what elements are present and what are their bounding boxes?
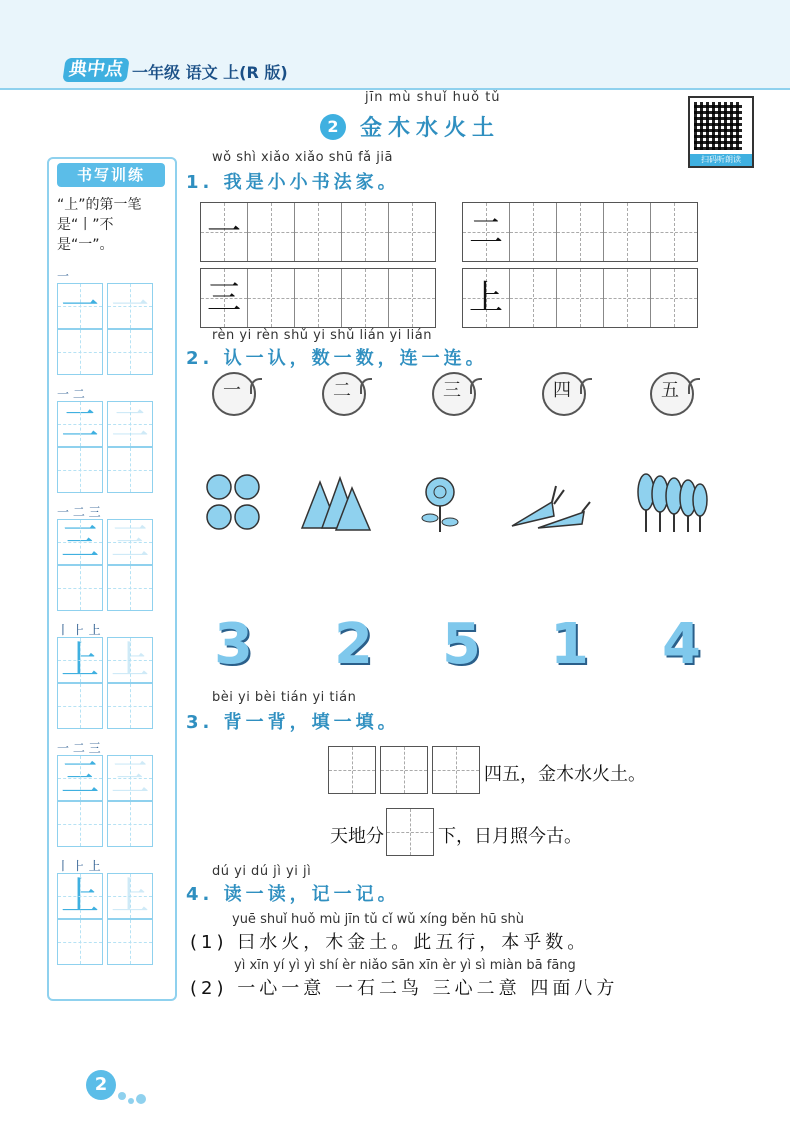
practice-block xyxy=(57,859,167,965)
copy-row xyxy=(462,202,698,262)
snail-card[interactable] xyxy=(542,372,590,412)
q2-title: 2. 认一认，数一数，连一连。 xyxy=(186,348,488,369)
stroke-order: 一 xyxy=(57,269,70,283)
decor-bubble xyxy=(128,1098,134,1104)
model-char: 三 xyxy=(57,519,103,565)
snail-label: 一 xyxy=(223,380,241,401)
copy-row xyxy=(200,268,436,328)
sidebar-title: 书写训练 xyxy=(57,163,165,187)
writing-cell[interactable] xyxy=(57,329,103,375)
trees-icon[interactable] xyxy=(636,470,708,534)
digit-character[interactable]: 1 xyxy=(550,612,589,677)
q4-item2-pinyin: yì xīn yí yì yì shí èr niǎo sān xīn èr yì sì miàn bā fāng xyxy=(234,958,576,973)
writing-cell[interactable] xyxy=(248,203,295,261)
writing-practice-sidebar xyxy=(47,157,177,1001)
sidebar-note: “上”的第一笔是“丨”不是“一”。 xyxy=(57,197,142,253)
writing-cell[interactable] xyxy=(57,565,103,611)
trace-char[interactable]: 二 xyxy=(107,401,153,447)
apples-icon[interactable] xyxy=(204,470,264,534)
q3-line2-prefix: 天地分 xyxy=(330,826,384,847)
writing-cell[interactable] xyxy=(604,269,651,327)
carrots-icon[interactable] xyxy=(508,482,592,532)
practice-block xyxy=(57,623,167,729)
q4-title: 4. 读一读，记一记。 xyxy=(186,884,400,905)
q4-pinyin: dú yi dú jì yi jì xyxy=(212,864,312,879)
writing-cell[interactable] xyxy=(557,203,604,261)
practice-block xyxy=(57,505,167,611)
q1-title: 1. 我是小小书法家。 xyxy=(186,172,400,193)
stroke-order: 一 二 xyxy=(57,387,85,401)
snail-card[interactable] xyxy=(650,372,698,412)
lesson-number: 2 xyxy=(320,114,346,140)
writing-cell[interactable] xyxy=(107,329,153,375)
stroke-order: 一 二 三 xyxy=(57,505,101,519)
stroke-order: 丨 ⺊ 上 xyxy=(57,859,101,873)
model-char: 三 xyxy=(57,755,103,801)
model-char: 上 xyxy=(469,278,503,318)
model-char: 上 xyxy=(57,873,103,919)
q4-item1-pinyin: yuē shuǐ huǒ mù jīn tǔ cǐ wǔ xíng běn hū shù xyxy=(232,912,525,927)
practice-block xyxy=(57,741,167,847)
writing-cell[interactable] xyxy=(510,203,557,261)
q3-title: 3. 背一背，填一填。 xyxy=(186,712,400,733)
practice-block xyxy=(57,269,167,375)
writing-cell[interactable] xyxy=(510,269,557,327)
q3-line2-text: 下，日月照今古。 xyxy=(438,826,582,847)
writing-cell[interactable] xyxy=(389,269,435,327)
qr-pattern xyxy=(694,102,742,150)
q4-item2: (2) 一心一意 一石二鸟 三心二意 四面八方 xyxy=(190,978,619,999)
writing-cell[interactable] xyxy=(389,203,435,261)
qr-label: 扫码听朗读 xyxy=(690,154,752,166)
trace-char[interactable]: 三 xyxy=(107,519,153,565)
digit-character[interactable]: 4 xyxy=(662,612,701,677)
snail-card[interactable] xyxy=(212,372,260,412)
writing-cell[interactable] xyxy=(342,269,389,327)
grade-label: 一年级 语文 上(R 版) xyxy=(132,63,288,82)
writing-cell[interactable] xyxy=(107,447,153,493)
writing-cell[interactable] xyxy=(57,447,103,493)
q1-pinyin: wǒ shì xiǎo xiǎo shū fǎ jiā xyxy=(212,150,393,165)
snail-label: 四 xyxy=(553,380,571,401)
watermelon-slices-icon[interactable] xyxy=(298,474,372,532)
q4-item1: (1) 曰水火，木金土。此五行，本乎数。 xyxy=(190,932,590,953)
writing-cell[interactable] xyxy=(107,919,153,965)
digit-character[interactable]: 5 xyxy=(442,612,481,677)
writing-cell[interactable] xyxy=(651,269,697,327)
q3-pinyin: bèi yi bèi tián yi tián xyxy=(212,690,357,705)
fill-cell[interactable] xyxy=(380,746,428,794)
stroke-order: 丨 ⺊ 上 xyxy=(57,623,101,637)
writing-cell[interactable] xyxy=(57,683,103,729)
copy-row xyxy=(200,202,436,262)
page-number: 2 xyxy=(86,1070,116,1100)
model-char: 上 xyxy=(57,637,103,683)
model-char: 一 xyxy=(57,283,103,329)
writing-cell[interactable] xyxy=(295,269,342,327)
copy-row xyxy=(462,268,698,328)
q3-line1-text: 四五，金木水火土。 xyxy=(484,764,646,785)
snail-antenna-icon xyxy=(580,378,592,394)
writing-cell[interactable] xyxy=(651,203,697,261)
trace-char[interactable]: 一 xyxy=(107,283,153,329)
model-char: 三 xyxy=(207,278,241,318)
digit-character[interactable]: 2 xyxy=(334,612,373,677)
trace-char[interactable]: 上 xyxy=(107,637,153,683)
practice-block xyxy=(57,387,167,493)
trace-char[interactable]: 上 xyxy=(107,873,153,919)
writing-cell[interactable] xyxy=(295,203,342,261)
writing-cell[interactable] xyxy=(57,801,103,847)
writing-cell[interactable] xyxy=(557,269,604,327)
snail-label: 五 xyxy=(661,380,679,401)
stroke-order: 一 二 三 xyxy=(57,741,101,755)
snail-antenna-icon xyxy=(470,378,482,394)
snail-label: 二 xyxy=(333,380,351,401)
snail-antenna-icon xyxy=(250,378,262,394)
decor-bubble xyxy=(118,1092,126,1100)
writing-cell[interactable] xyxy=(604,203,651,261)
writing-cell[interactable] xyxy=(107,565,153,611)
writing-cell[interactable] xyxy=(107,683,153,729)
writing-cell[interactable] xyxy=(107,801,153,847)
brand-logo: 典中点 xyxy=(62,58,129,82)
model-char: 二 xyxy=(57,401,103,447)
model-char: 二 xyxy=(469,212,503,252)
writing-cell[interactable] xyxy=(57,919,103,965)
lesson-pinyin: jīn mù shuǐ huǒ tǔ xyxy=(365,90,501,105)
snail-card[interactable] xyxy=(322,372,370,412)
q2-pinyin: rèn yi rèn shǔ yi shǔ lián yi lián xyxy=(212,328,432,343)
digit-character[interactable]: 3 xyxy=(214,612,253,677)
model-char: 一 xyxy=(207,212,241,252)
fill-cell[interactable] xyxy=(432,746,480,794)
fill-cell[interactable] xyxy=(328,746,376,794)
flower-icon[interactable] xyxy=(418,474,462,534)
trace-char[interactable]: 三 xyxy=(107,755,153,801)
fill-cell[interactable] xyxy=(386,808,434,856)
qr-code[interactable] xyxy=(688,96,754,168)
snail-label: 三 xyxy=(443,380,461,401)
snail-card[interactable] xyxy=(432,372,480,412)
writing-cell[interactable] xyxy=(248,269,295,327)
decor-bubble xyxy=(136,1094,146,1104)
snail-antenna-icon xyxy=(360,378,372,394)
writing-cell[interactable] xyxy=(342,203,389,261)
lesson-title: 金木水火土 xyxy=(360,116,501,141)
snail-antenna-icon xyxy=(688,378,700,394)
